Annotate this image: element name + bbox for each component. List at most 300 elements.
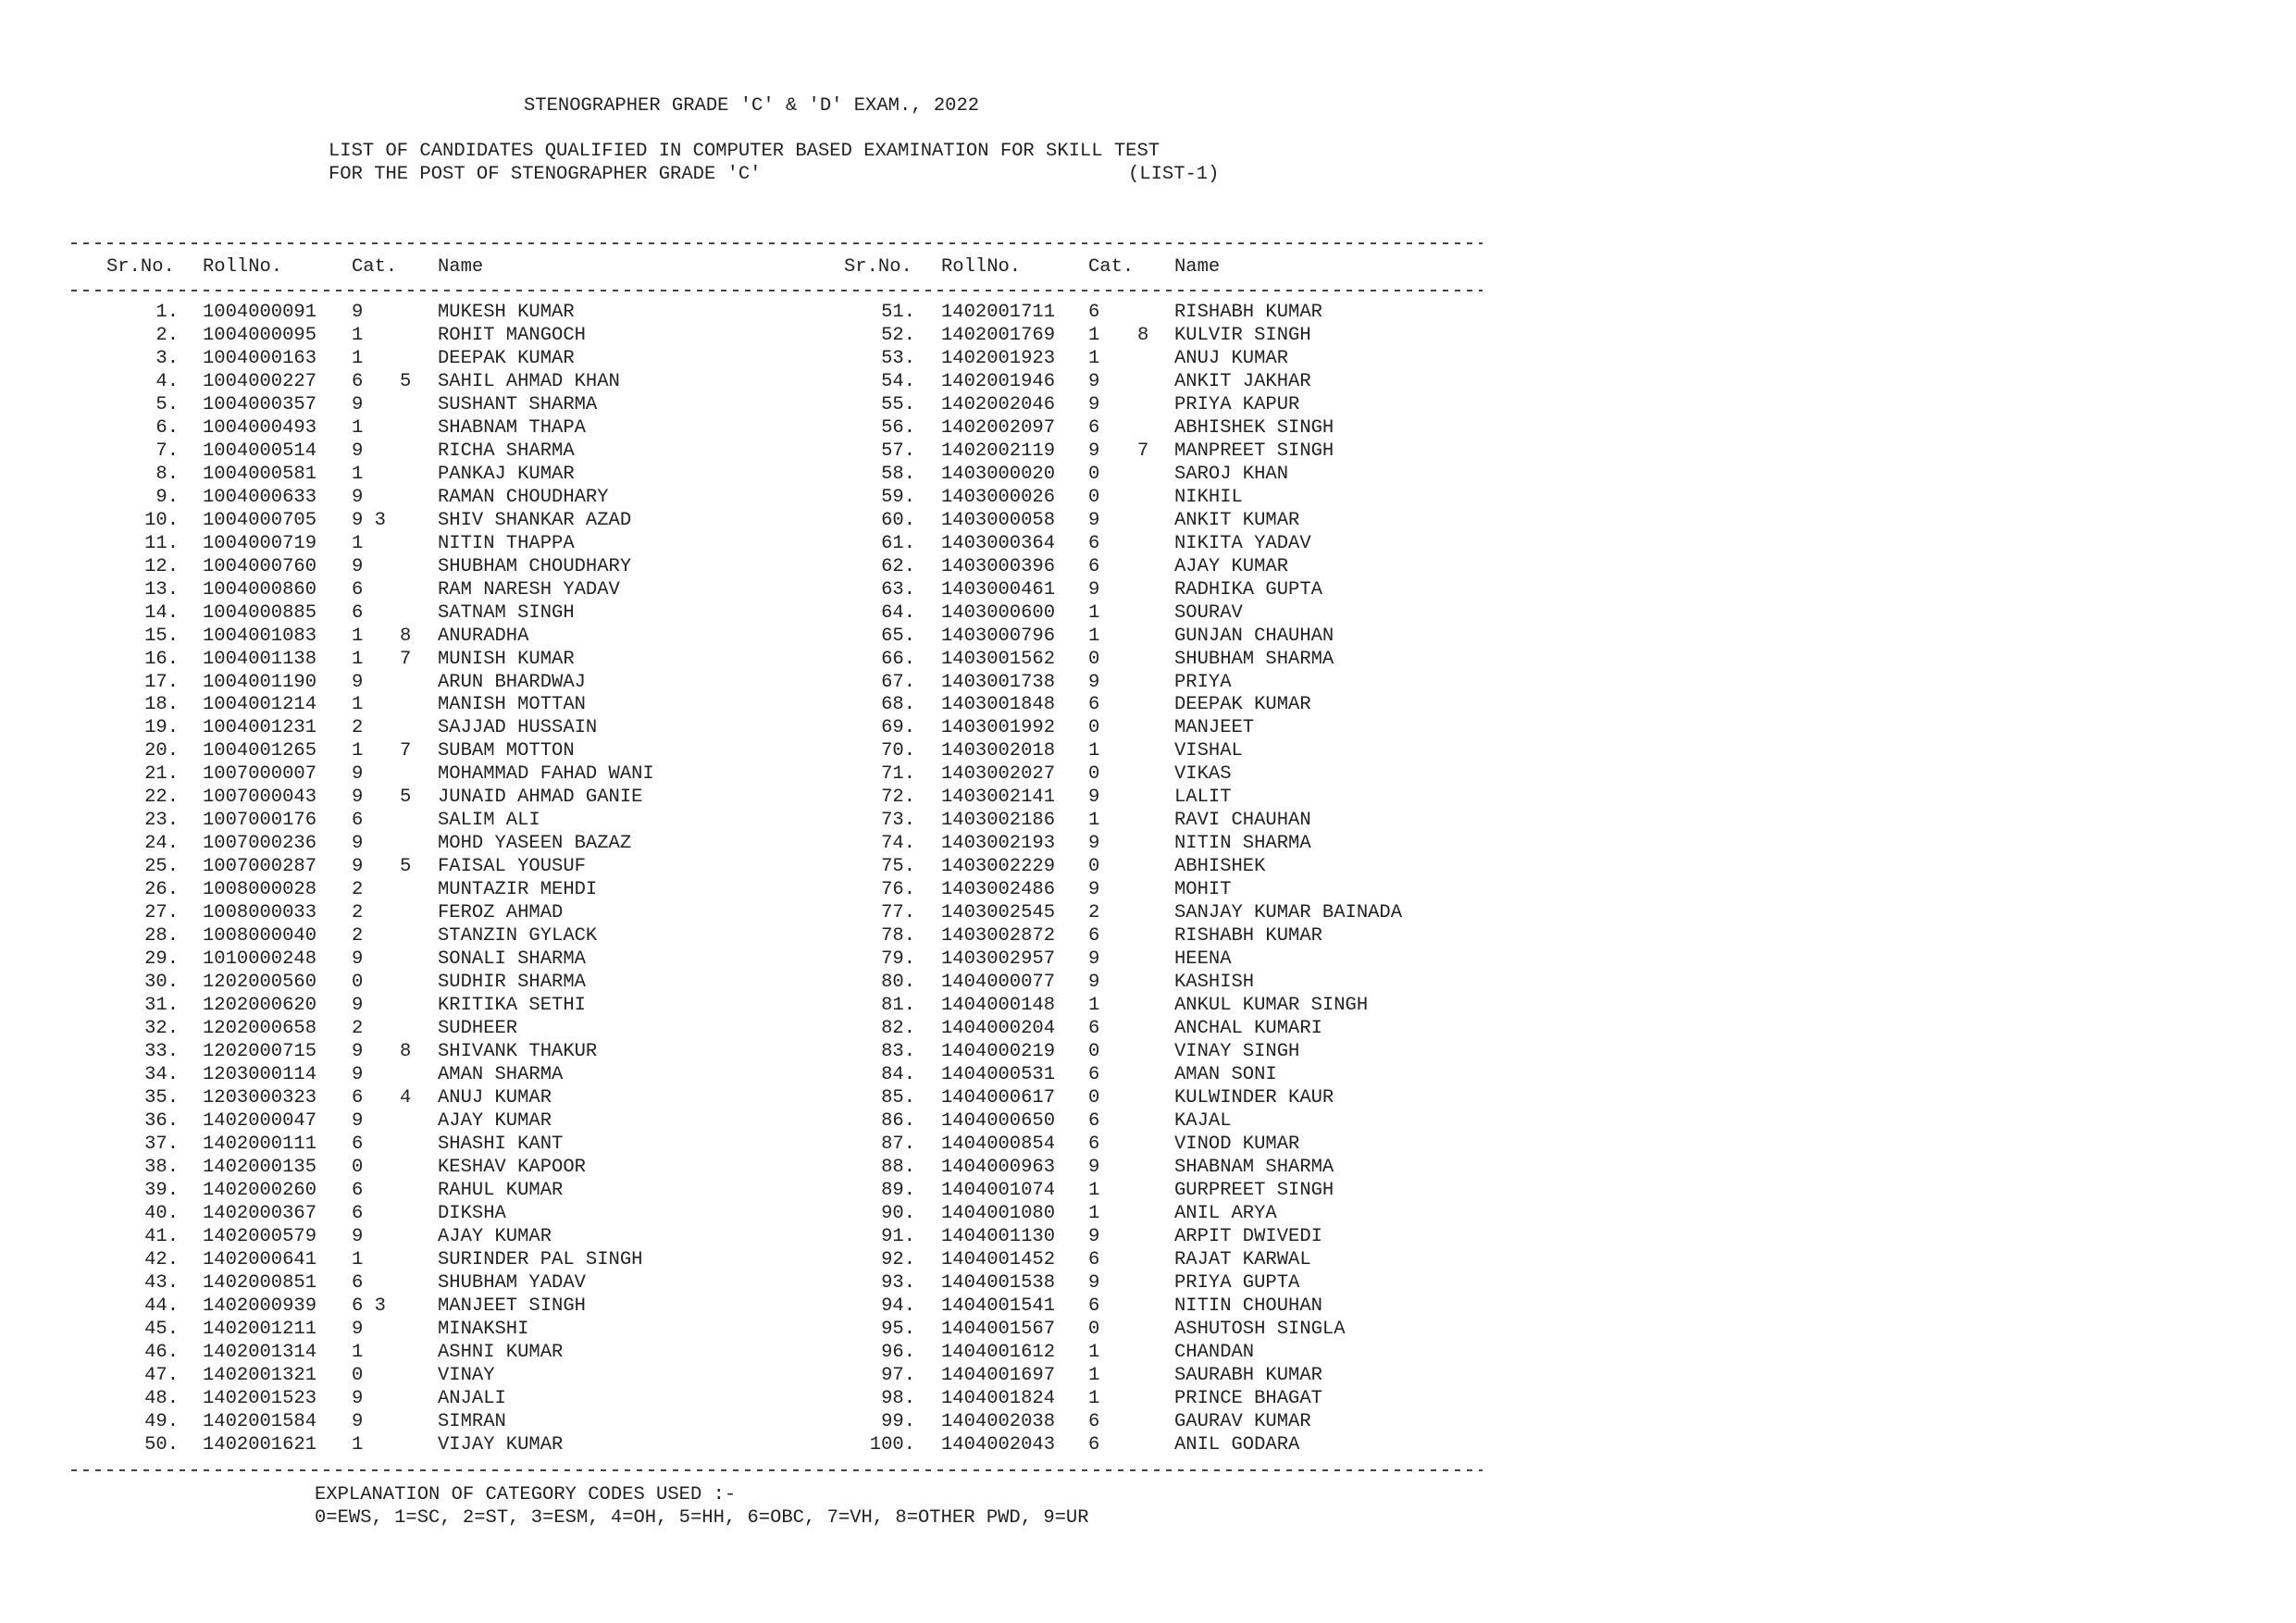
category-code: 9 [352,302,364,323]
roll-no: 1010000248 [203,948,317,971]
col-header-srno-left: Sr.No. [106,256,175,278]
table-row [0,786,2296,809]
sr-no: 36. [144,1109,179,1132]
candidate-name: AJAY KUMAR [438,1109,552,1132]
candidate-name: NITIN SHARMA [1174,833,1311,855]
table-row [0,532,2296,555]
candidate-name: SURINDER PAL SINGH [438,1248,643,1270]
roll-no: 1004001190 [203,671,317,693]
candidate-name: ANJALI [438,1387,506,1409]
sr-no: 25. [144,856,179,878]
sr-no: 52. [881,324,915,346]
roll-no: 1004000581 [203,463,317,485]
roll-no: 1403002486 [941,879,1056,901]
sr-no: 29. [144,948,179,971]
roll-no: 1403002957 [941,948,1056,971]
candidate-name: MANISH MOTTAN [438,694,586,716]
category-code: 9 3 [352,509,386,531]
sr-no: 86. [881,1109,915,1132]
sr-no: 16. [144,648,179,670]
roll-no: 1402001314 [203,1341,317,1363]
category-code: 6 [1088,925,1100,948]
sr-no: 5. [155,393,179,415]
category-code: 1 [352,347,364,369]
roll-no: 1004001138 [203,648,317,670]
roll-no: 1403000364 [941,532,1056,554]
roll-no: 1404001452 [941,1248,1056,1270]
sr-no: 93. [881,1271,915,1294]
candidate-name: SAHIL AHMAD KHAN [438,370,620,392]
subcategory-code: 4 [400,1086,412,1109]
candidate-name: ANUJ KUMAR [1174,347,1289,369]
roll-no: 1202000560 [203,972,317,994]
category-code: 0 [1088,1086,1100,1109]
sr-no: 63. [881,578,915,601]
candidate-name: ANUJ KUMAR [438,1086,552,1109]
subcategory-code: 5 [400,370,412,392]
sr-no: 39. [144,1179,179,1201]
roll-no: 1004000091 [203,302,317,323]
roll-no: 1402001584 [203,1410,317,1432]
candidate-name: PRIYA [1174,671,1232,693]
candidate-name: AMAN SONI [1174,1064,1277,1085]
category-code: 9 [1088,671,1100,693]
table-row [0,878,2296,901]
candidate-name: SONALI SHARMA [438,948,586,971]
category-code: 0 [352,972,364,994]
candidate-name: VINAY [438,1364,495,1386]
roll-no: 1004000095 [203,324,317,346]
roll-no: 1403002186 [941,810,1056,832]
table-row [0,948,2296,971]
roll-no: 1404000617 [941,1086,1056,1109]
subcategory-code: 7 [1137,440,1149,462]
candidate-name: PRIYA GUPTA [1174,1271,1300,1294]
candidate-name: RAVI CHAUHAN [1174,810,1311,832]
sr-no: 65. [881,625,915,647]
candidate-name: SHABNAM THAPA [438,416,586,439]
category-code: 6 [352,810,364,832]
roll-no: 1004000705 [203,509,317,531]
roll-no: 1404001612 [941,1341,1056,1363]
candidate-name: RAMAN CHOUDHARY [438,486,609,508]
table-row [0,601,2296,625]
roll-no: 1402000851 [203,1271,317,1294]
category-code: 0 [352,1364,364,1386]
candidate-name: DIKSHA [438,1202,506,1224]
table-row [0,555,2296,578]
candidate-name: PRIYA KAPUR [1174,393,1300,415]
category-code: 0 [1088,463,1100,485]
category-code: 9 [352,1225,364,1247]
roll-no: 1402000579 [203,1225,317,1247]
category-code: 1 [352,648,364,670]
roll-no: 1402001923 [941,347,1056,369]
candidate-name: FAISAL YOUSUF [438,856,586,878]
candidate-name: NIKHIL [1174,486,1243,508]
candidate-name: HEENA [1174,948,1232,971]
roll-no: 1004001214 [203,694,317,716]
sr-no: 92. [881,1248,915,1270]
roll-no: 1007000043 [203,787,317,809]
table-row [0,901,2296,924]
category-code: 2 [352,879,364,901]
sr-no: 91. [881,1225,915,1247]
category-code: 9 [352,1109,364,1132]
roll-no: 1004000860 [203,578,317,601]
category-code: 1 [352,324,364,346]
candidate-name: ARPIT DWIVEDI [1174,1225,1322,1247]
candidate-name: SHABNAM SHARMA [1174,1156,1334,1178]
sr-no: 11. [144,532,179,554]
sr-no: 72. [881,787,915,809]
candidate-name: KASHISH [1174,972,1255,994]
roll-no: 1404000219 [941,1041,1056,1063]
table-row [0,924,2296,948]
sr-no: 74. [881,833,915,855]
sr-no: 28. [144,925,179,948]
sr-no: 81. [881,995,915,1017]
sr-no: 79. [881,948,915,971]
category-code: 9 [352,1318,364,1340]
category-code: 1 [352,416,364,439]
candidate-name: PRINCE BHAGAT [1174,1387,1322,1409]
exam-title: STENOGRAPHER GRADE 'C' & 'D' EXAM., 2022 [524,95,980,117]
roll-no: 1008000040 [203,925,317,948]
table-row [0,440,2296,463]
category-code: 9 [1088,370,1100,392]
candidate-name: KAJAL [1174,1109,1232,1132]
roll-no: 1404001080 [941,1202,1056,1224]
category-code: 0 [1088,856,1100,878]
sr-no: 80. [881,972,915,994]
candidate-name: ARUN BHARDWAJ [438,671,586,693]
candidate-name: LALIT [1174,787,1232,809]
sr-no: 84. [881,1064,915,1085]
table-row [0,1063,2296,1086]
candidate-name: VINOD KUMAR [1174,1133,1300,1155]
sr-no: 2. [155,324,179,346]
sr-no: 17. [144,671,179,693]
candidate-name: JUNAID AHMAD GANIE [438,787,643,809]
sr-no: 6. [155,416,179,439]
col-header-rollno-left: RollNo. [203,256,283,278]
sr-no: 19. [144,717,179,739]
sr-no: 78. [881,925,915,948]
roll-no: 1402002097 [941,416,1056,439]
candidate-name: VISHAL [1174,740,1243,762]
sr-no: 24. [144,833,179,855]
category-code: 9 [352,486,364,508]
sr-no: 8. [155,463,179,485]
roll-no: 1402001621 [203,1433,317,1456]
category-code: 1 [352,694,364,716]
category-code: 9 [352,1410,364,1432]
category-code: 9 [1088,948,1100,971]
category-code: 9 [1088,1156,1100,1178]
roll-no: 1004000760 [203,555,317,577]
table-row [0,1318,2296,1341]
sr-no: 54. [881,370,915,392]
roll-no: 1404000531 [941,1064,1056,1085]
candidate-name: SHASHI KANT [438,1133,564,1155]
roll-no: 1403001992 [941,717,1056,739]
table-row [0,1225,2296,1248]
explanation-codes: 0=EWS, 1=SC, 2=ST, 3=ESM, 4=OH, 5=HH, 6=OBC, 7=VH, 8=OTHER PWD, 9=UR [315,1507,1089,1529]
sr-no: 51. [881,302,915,323]
table-row [0,347,2296,370]
category-code: 9 [352,1387,364,1409]
sr-no: 3. [155,347,179,369]
col-header-name-left: Name [438,256,484,278]
sr-no: 75. [881,856,915,878]
col-header-rollno-right: RollNo. [941,256,1022,278]
sr-no: 73. [881,810,915,832]
roll-no: 1007000287 [203,856,317,878]
subcategory-code: 8 [400,1041,412,1063]
roll-no: 1403002872 [941,925,1056,948]
sr-no: 47. [144,1364,179,1386]
candidate-name: RAM NARESH YADAV [438,578,620,601]
table-row [0,693,2296,716]
table-row [0,463,2296,486]
category-code: 6 [1088,302,1100,323]
candidate-name: SANJAY KUMAR BAINADA [1174,902,1403,924]
category-code: 9 [1088,440,1100,462]
sr-no: 69. [881,717,915,739]
candidate-name: SHIV SHANKAR AZAD [438,509,632,531]
category-code: 0 [352,1156,364,1178]
category-code: 9 [1088,1271,1100,1294]
category-code: 1 [1088,740,1100,762]
candidate-name: SIMRAN [438,1410,506,1432]
roll-no: 1004000493 [203,416,317,439]
sr-no: 68. [881,694,915,716]
candidate-name: RAJAT KARWAL [1174,1248,1311,1270]
sr-no: 38. [144,1156,179,1178]
subcategory-code: 7 [400,648,412,670]
roll-no: 1403000461 [941,578,1056,601]
candidate-name: MANPREET SINGH [1174,440,1334,462]
table-row [0,393,2296,416]
candidate-name: VIJAY KUMAR [438,1433,564,1456]
candidate-name: RISHABH KUMAR [1174,302,1322,323]
roll-no: 1404000650 [941,1109,1056,1132]
category-code: 1 [352,1248,364,1270]
sr-no: 96. [881,1341,915,1363]
roll-no: 1403002193 [941,833,1056,855]
candidate-name: ANURADHA [438,625,529,647]
roll-no: 1403002141 [941,787,1056,809]
category-code: 9 [352,833,364,855]
table-row [0,1040,2296,1063]
sr-no: 42. [144,1248,179,1270]
sr-no: 13. [144,578,179,601]
sr-no: 59. [881,486,915,508]
sr-no: 18. [144,694,179,716]
candidate-name: ANKUL KUMAR SINGH [1174,995,1369,1017]
sr-no: 88. [881,1156,915,1178]
category-code: 9 [352,671,364,693]
sr-no: 37. [144,1133,179,1155]
list-tag: (LIST-1) [1128,164,1220,185]
sr-no: 94. [881,1295,915,1317]
candidate-name: GAURAV KUMAR [1174,1410,1311,1432]
category-code: 1 [352,532,364,554]
candidate-name: MOHD YASEEN BAZAZ [438,833,632,855]
table-row [0,1341,2296,1364]
roll-no: 1404000854 [941,1133,1056,1155]
category-code: 6 [1088,1064,1100,1085]
candidate-name: FEROZ AHMAD [438,902,564,924]
sr-no: 89. [881,1179,915,1201]
table-row [0,324,2296,347]
candidate-name: MANJEET [1174,717,1255,739]
category-code: 9 [1088,393,1100,415]
candidate-name: MOHIT [1174,879,1232,901]
category-code: 9 [352,555,364,577]
category-code: 0 [1088,486,1100,508]
candidate-name: SHUBHAM CHOUDHARY [438,555,632,577]
roll-no: 1404000148 [941,995,1056,1017]
category-code: 6 [1088,694,1100,716]
category-code: 6 [352,1179,364,1201]
category-code: 6 [1088,1410,1100,1432]
candidate-name: PANKAJ KUMAR [438,463,575,485]
sr-no: 62. [881,555,915,577]
sr-no: 66. [881,648,915,670]
category-code: 2 [352,925,364,948]
candidate-name: RADHIKA GUPTA [1174,578,1322,601]
roll-no: 1402001769 [941,324,1056,346]
category-code: 0 [1088,717,1100,739]
roll-no: 1404001538 [941,1271,1056,1294]
category-code: 9 [352,1041,364,1063]
category-code: 6 [352,1133,364,1155]
candidate-name: AJAY KUMAR [438,1225,552,1247]
candidate-name: NITIN CHOUHAN [1174,1295,1322,1317]
candidate-name: ANCHAL KUMARI [1174,1018,1322,1040]
category-code: 9 [1088,972,1100,994]
sr-no: 43. [144,1271,179,1294]
category-code: 9 [1088,1225,1100,1247]
table-row [0,578,2296,601]
sr-no: 26. [144,879,179,901]
table-row [0,1271,2296,1295]
sr-no: 83. [881,1041,915,1063]
table-row [0,370,2296,393]
sr-no: 20. [144,740,179,762]
candidate-name: ANKIT KUMAR [1174,509,1300,531]
category-code: 9 [352,1064,364,1085]
category-code: 2 [1088,902,1100,924]
sr-no: 99. [881,1410,915,1432]
roll-no: 1403000796 [941,625,1056,647]
candidate-name: SALIM ALI [438,810,540,832]
sr-no: 12. [144,555,179,577]
table-row [0,416,2296,440]
table-row [0,509,2296,532]
roll-no: 1404001824 [941,1387,1056,1409]
category-code: 6 [1088,1295,1100,1317]
table-row [0,971,2296,994]
roll-no: 1202000620 [203,995,317,1017]
sr-no: 71. [881,763,915,786]
category-code: 6 [1088,1133,1100,1155]
roll-no: 1402000939 [203,1295,317,1317]
roll-no: 1403002018 [941,740,1056,762]
candidate-name: SAROJ KHAN [1174,463,1289,485]
category-code: 0 [1088,763,1100,786]
candidate-name: SHIVANK THAKUR [438,1041,598,1063]
category-code: 6 [352,1202,364,1224]
candidate-name: SOURAV [1174,601,1243,624]
roll-no: 1403000026 [941,486,1056,508]
table-row [0,625,2296,648]
sr-no: 41. [144,1225,179,1247]
category-code: 1 [1088,324,1100,346]
candidate-name: ASHNI KUMAR [438,1341,564,1363]
category-code: 1 [1088,601,1100,624]
category-code: 1 [1088,1364,1100,1386]
candidate-name: RICHA SHARMA [438,440,575,462]
category-code: 9 [1088,509,1100,531]
roll-no: 1403000600 [941,601,1056,624]
candidate-name: SUDHIR SHARMA [438,972,586,994]
candidate-name: AJAY KUMAR [1174,555,1289,577]
table-row [0,1017,2296,1040]
roll-no: 1202000715 [203,1041,317,1063]
candidate-name: KESHAV KAPOOR [438,1156,586,1178]
sr-no: 44. [144,1295,179,1317]
sr-no: 32. [144,1018,179,1040]
roll-no: 1403002229 [941,856,1056,878]
candidate-name: NIKITA YADAV [1174,532,1311,554]
sr-no: 1. [155,302,179,323]
roll-no: 1004000633 [203,486,317,508]
sr-no: 40. [144,1202,179,1224]
sr-no: 45. [144,1318,179,1340]
candidate-name: KULVIR SINGH [1174,324,1311,346]
category-code: 1 [1088,995,1100,1017]
roll-no: 1404002043 [941,1433,1056,1456]
candidate-name: CHANDAN [1174,1341,1255,1363]
candidate-name: RAHUL KUMAR [438,1179,564,1201]
table-row [0,1202,2296,1225]
category-code: 1 [352,625,364,647]
sr-no: 76. [881,879,915,901]
table-row [0,832,2296,855]
table-row [0,855,2296,878]
candidate-name: MOHAMMAD FAHAD WANI [438,763,654,786]
candidate-name: NITIN THAPPA [438,532,575,554]
sr-no: 7. [155,440,179,462]
category-code: 1 [1088,347,1100,369]
sr-no: 70. [881,740,915,762]
table-row [0,809,2296,832]
sr-no: 82. [881,1018,915,1040]
category-code: 6 [352,1086,364,1109]
table-row [0,1387,2296,1410]
table-row [0,1248,2296,1271]
roll-no: 1404000204 [941,1018,1056,1040]
candidate-name: SUSHANT SHARMA [438,393,598,415]
candidate-name: DEEPAK KUMAR [438,347,575,369]
category-code: 0 [1088,1318,1100,1340]
roll-no: 1403000020 [941,463,1056,485]
sr-no: 85. [881,1086,915,1109]
category-code: 9 [352,856,364,878]
